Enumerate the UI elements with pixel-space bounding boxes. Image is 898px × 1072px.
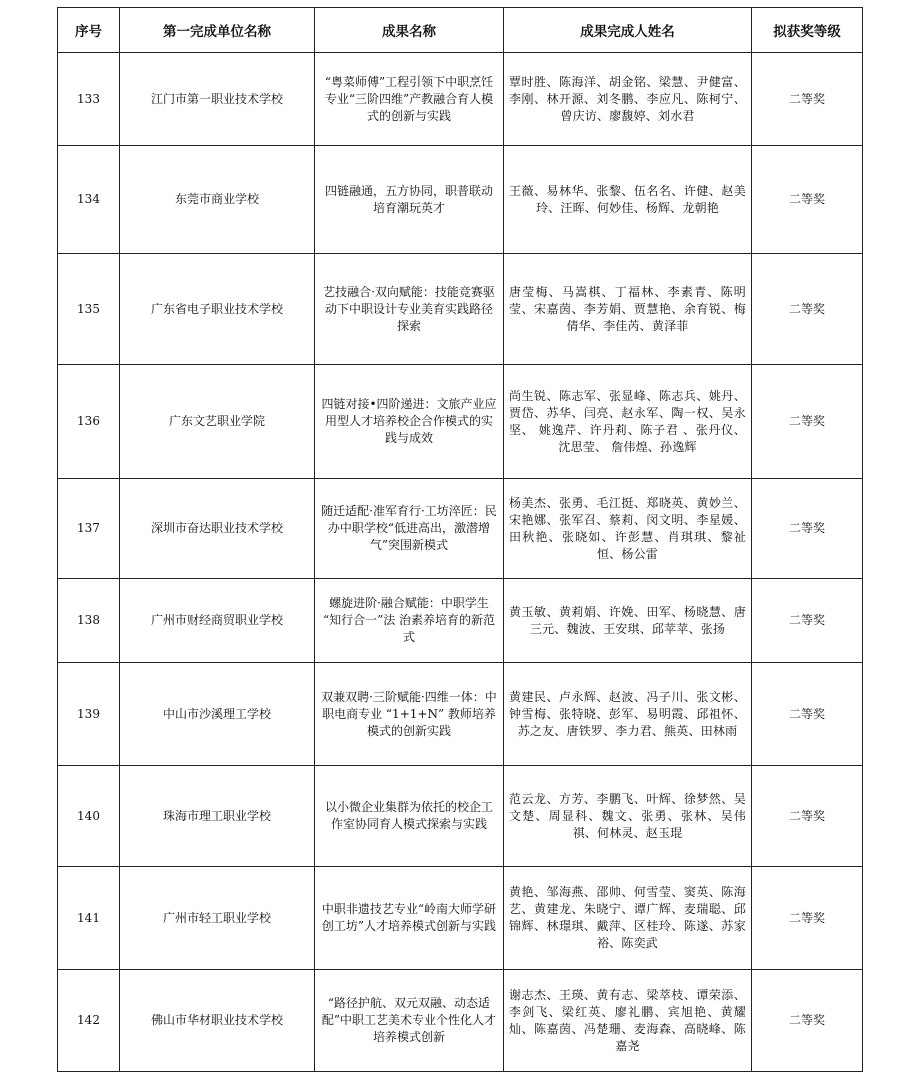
table-row xyxy=(58,254,863,365)
award-table xyxy=(57,7,863,1072)
table-row xyxy=(58,53,863,146)
cell-members: 黄建民、卢永辉、赵波、冯子川、张文彬、钟雪梅、张特晓、彭军、易明霞、邱祖怀、苏之友、唐铁罗、李力君、熊英、田林雨 xyxy=(504,663,752,766)
cell-members: 黄玉敏、黄莉娟、许娩、田军、杨晓慧、唐三元、魏波、王安琪、邱苹苹、张扬 xyxy=(504,579,752,663)
header-project: 成果名称 xyxy=(315,8,504,53)
cell-grade: 二等奖 xyxy=(752,970,863,1072)
cell-members: 王薇、易林华、张黎、伍名名、许健、赵美玲、汪晖、何妙佳、杨辉、龙朝艳 xyxy=(504,146,752,254)
header-row xyxy=(58,8,863,53)
cell-unit: 中山市沙溪理工学校 xyxy=(120,663,315,766)
cell-no: 136 xyxy=(58,365,120,479)
cell-project: 四链融通，五方协同，职普联动培育潮玩英才 xyxy=(315,146,504,254)
table-body xyxy=(58,53,863,1072)
cell-no: 141 xyxy=(58,867,120,970)
table-row xyxy=(58,766,863,867)
cell-no: 134 xyxy=(58,146,120,254)
cell-unit: 江门市第一职业技术学校 xyxy=(120,53,315,146)
cell-grade: 二等奖 xyxy=(752,867,863,970)
table-row xyxy=(58,663,863,766)
header-no: 序号 xyxy=(58,8,120,53)
cell-unit: 东莞市商业学校 xyxy=(120,146,315,254)
cell-unit: 珠海市理工职业学校 xyxy=(120,766,315,867)
cell-no: 139 xyxy=(58,663,120,766)
cell-no: 140 xyxy=(58,766,120,867)
cell-grade: 二等奖 xyxy=(752,579,863,663)
cell-grade: 二等奖 xyxy=(752,479,863,579)
table-row xyxy=(58,365,863,479)
table-row xyxy=(58,970,863,1072)
cell-no: 135 xyxy=(58,254,120,365)
cell-unit: 深圳市奋达职业技术学校 xyxy=(120,479,315,579)
cell-unit: 广东省电子职业技术学校 xyxy=(120,254,315,365)
cell-project: 四链对接•四阶递进：文旅产业应用型人才培养校企合作模式的实践与成效 xyxy=(315,365,504,479)
cell-members: 尚生锐、陈志军、张显峰、陈志兵、姚丹、贾岱、苏华、闫亮、赵永军、陶一权、吴永坚、 姚逸芹、许丹莉、陈子君 、张丹仪、沈思莹、 詹伟煌、孙逸辉 xyxy=(504,365,752,479)
cell-unit: 佛山市华材职业技术学校 xyxy=(120,970,315,1072)
cell-unit: 广州市轻工职业学校 xyxy=(120,867,315,970)
cell-grade: 二等奖 xyxy=(752,146,863,254)
header-members: 成果完成人姓名 xyxy=(504,8,752,53)
cell-members: 谢志杰、王瑛、黄有志、梁萃枝、谭荣添、李剑飞、梁红英、廖礼鹏、宾旭艳、黄耀灿、陈嘉茵、冯楚珊、麦海森、高晓峰、陈嘉尧 xyxy=(504,970,752,1072)
cell-project: 随迁适配·准军育行·工坊淬匠：民办中职学校“低进高出，激潜增气”突围新模式 xyxy=(315,479,504,579)
cell-project: 双兼双聘·三阶赋能·四维一体：中职电商专业 “1+1+N” 教师培养模式的创新实践 xyxy=(315,663,504,766)
cell-project: “粤菜师傅”工程引领下中职烹饪专业“三阶四维”产教融合育人模式的创新与实践 xyxy=(315,53,504,146)
cell-project: 螺旋进阶·融合赋能：中职学生 “知行合一”法 治素养培育的新范式 xyxy=(315,579,504,663)
cell-members: 唐莹梅、马嵩棋、丁福林、李素青、陈明莹、宋嘉茵、李芳娟、贾慧艳、余育锐、梅倩华、李佳芮、黄泽菲 xyxy=(504,254,752,365)
cell-members: 杨美杰、张勇、毛江挺、郑晓英、黄妙兰、宋艳娜、张军召、蔡莉、闵文明、李星媛、田秋艳、张晓如、许彭慧、肖琪琪、黎祉恒、杨公雷 xyxy=(504,479,752,579)
cell-grade: 二等奖 xyxy=(752,365,863,479)
cell-no: 137 xyxy=(58,479,120,579)
cell-project: 中职非遗技艺专业“岭南大师学研创工坊”人才培养模式创新与实践 xyxy=(315,867,504,970)
cell-members: 黄艳、邹海燕、邵帅、何雪莹、窦英、陈海艺、黄建龙、朱晓宁、谭广辉、麦瑞聪、邱锦辉、林璟琪、戴萍、区桂玲、陈遂、苏家裕、陈奕武 xyxy=(504,867,752,970)
table-row xyxy=(58,146,863,254)
table-row xyxy=(58,579,863,663)
cell-unit: 广州市财经商贸职业学校 xyxy=(120,579,315,663)
cell-project: 以小微企业集群为依托的校企工作室协同育人模式探索与实践 xyxy=(315,766,504,867)
cell-members: 范云龙、方芳、李鹏飞、叶辉、徐梦然、吴文楚、周显科、魏文、张勇、张林、吴伟祺、何林灵、赵玉琨 xyxy=(504,766,752,867)
cell-no: 142 xyxy=(58,970,120,1072)
table-header xyxy=(58,8,863,53)
cell-grade: 二等奖 xyxy=(752,254,863,365)
cell-project: “路径护航、双元双融、动态适配”中职工艺美术专业个性化人才培养模式创新 xyxy=(315,970,504,1072)
cell-no: 138 xyxy=(58,579,120,663)
cell-members: 覃时胜、陈海洋、胡金铭、梁慧、尹健富、李刚、林开源、刘冬鹏、李应凡、陈柯宁、曾庆访、廖馥婷、刘水君 xyxy=(504,53,752,146)
cell-no: 133 xyxy=(58,53,120,146)
cell-unit: 广东文艺职业学院 xyxy=(120,365,315,479)
cell-grade: 二等奖 xyxy=(752,53,863,146)
header-unit: 第一完成单位名称 xyxy=(120,8,315,53)
table-row xyxy=(58,867,863,970)
cell-project: 艺技融合·双向赋能：技能竞赛驱动下中职设计专业美育实践路径探索 xyxy=(315,254,504,365)
header-grade: 拟获奖等级 xyxy=(752,8,863,53)
table-row xyxy=(58,479,863,579)
cell-grade: 二等奖 xyxy=(752,766,863,867)
cell-grade: 二等奖 xyxy=(752,663,863,766)
